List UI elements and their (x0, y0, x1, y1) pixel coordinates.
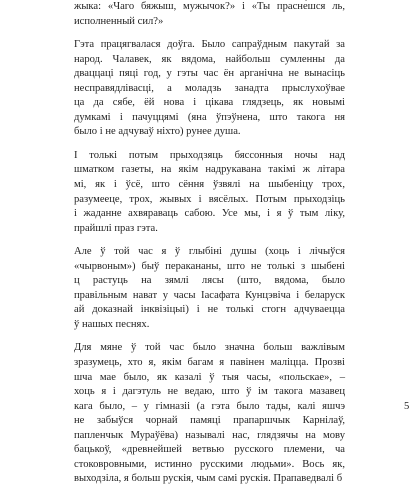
text-line: правільным нават у часы Іасафата Кунцэвіча і беларуск (74, 289, 345, 301)
text-line: шматком газеты, на якім надрукавана такімі ж літара (74, 164, 345, 176)
text-line: выходзіла, я больш рускія, чым самі рускія. Прапаведвалі б (74, 473, 343, 485)
page-number: 5 (404, 401, 410, 412)
paragraph (74, 0, 345, 29)
text-line: ай доказнай інквізіцыі) і не толькі стогн адчуваецца (74, 304, 345, 316)
text-line: Для мяне ў той час было значна больш важлівым (74, 342, 345, 354)
text-line: кага было, – у гімназіі (а гэта было тады, калі яшчэ (74, 400, 345, 412)
paragraph (74, 149, 345, 236)
paragraph-gap (74, 236, 345, 245)
text-line: зразумець, хто я, якім багам я павінен маліцца. Прозві (74, 357, 345, 369)
text-line: шча мае было, як казалі ў тыя часы, «польскае», – (74, 371, 345, 383)
text-line: і жаданне ахвяраваць сабою. Усе мы, і я ў тым ліку, (74, 208, 345, 220)
text-line: І толькі потым прыходзяць бяссонныя ночы над (74, 149, 345, 161)
paragraph (74, 341, 345, 486)
text-line: ца да сябе, ёй нова і цікава глядзець, як новымі (74, 97, 345, 109)
text-line: исполненный сил?» (74, 15, 164, 27)
text-line: Гэта працягвалася доўга. Было сапраўдным пакутай за (74, 39, 345, 51)
paragraph-gap (74, 29, 345, 38)
text-line: папленчык Мураўёва) называлі нас, глядзячы на мову (74, 429, 345, 441)
text-line: народ. Чалавек, як вядома, найбольш сумленны да (74, 53, 345, 65)
text-line: стоковровными, истинно русскими людьми». Вось як, (74, 458, 345, 470)
text-line: несправядлівасці, а моладзь занадта прыслухоўвае (74, 82, 345, 94)
text-line: прайшлі праз гэта. (74, 222, 158, 234)
text-line: дваццаці пяці год, у гэты час ён арганічна не вынасіць (74, 68, 345, 80)
paragraph-gap (74, 140, 345, 149)
text-line: хоць я і дагэтуль не ведаю, што ў ім такога мазавец (74, 386, 345, 398)
text-line: думкамі і пачуццямі (яна ўпэўнена, што такога ня (74, 111, 345, 123)
text-line: ц растуць на зямлі лясы (што, вядома, было (74, 275, 345, 287)
text-line: было і не адчуваў ніхто) рунее душа. (74, 126, 241, 138)
text-line: бацькоў, «древнейшей ветвью русского племени, ча (74, 444, 345, 456)
text-line: мі, як і ўсё, што сёння ўзвялі на шыбеніцу трох, (74, 179, 345, 191)
paragraph-gap (74, 332, 345, 341)
page-body (74, 0, 345, 487)
text-line: разумееце, трох, жывых і вясёлых. Потым прыходзіць (74, 193, 345, 205)
paragraph (74, 38, 345, 140)
text-line: ў нашых песнях. (74, 318, 150, 330)
text-line: Але ў той час я ў глыбіні душы (хоць і лічыўся (74, 246, 345, 258)
text-line: «чырвоным») быў перакананы, што не толькі з шыбені (74, 260, 345, 272)
paragraph (74, 245, 345, 332)
text-line: не забыўся чорнай памяці прапаршчык Карнілаў, (74, 415, 345, 427)
text-line: жыка: «Чаго бяжыш, мужычок?» і «Ты прасне́шся ль, (74, 1, 345, 12)
